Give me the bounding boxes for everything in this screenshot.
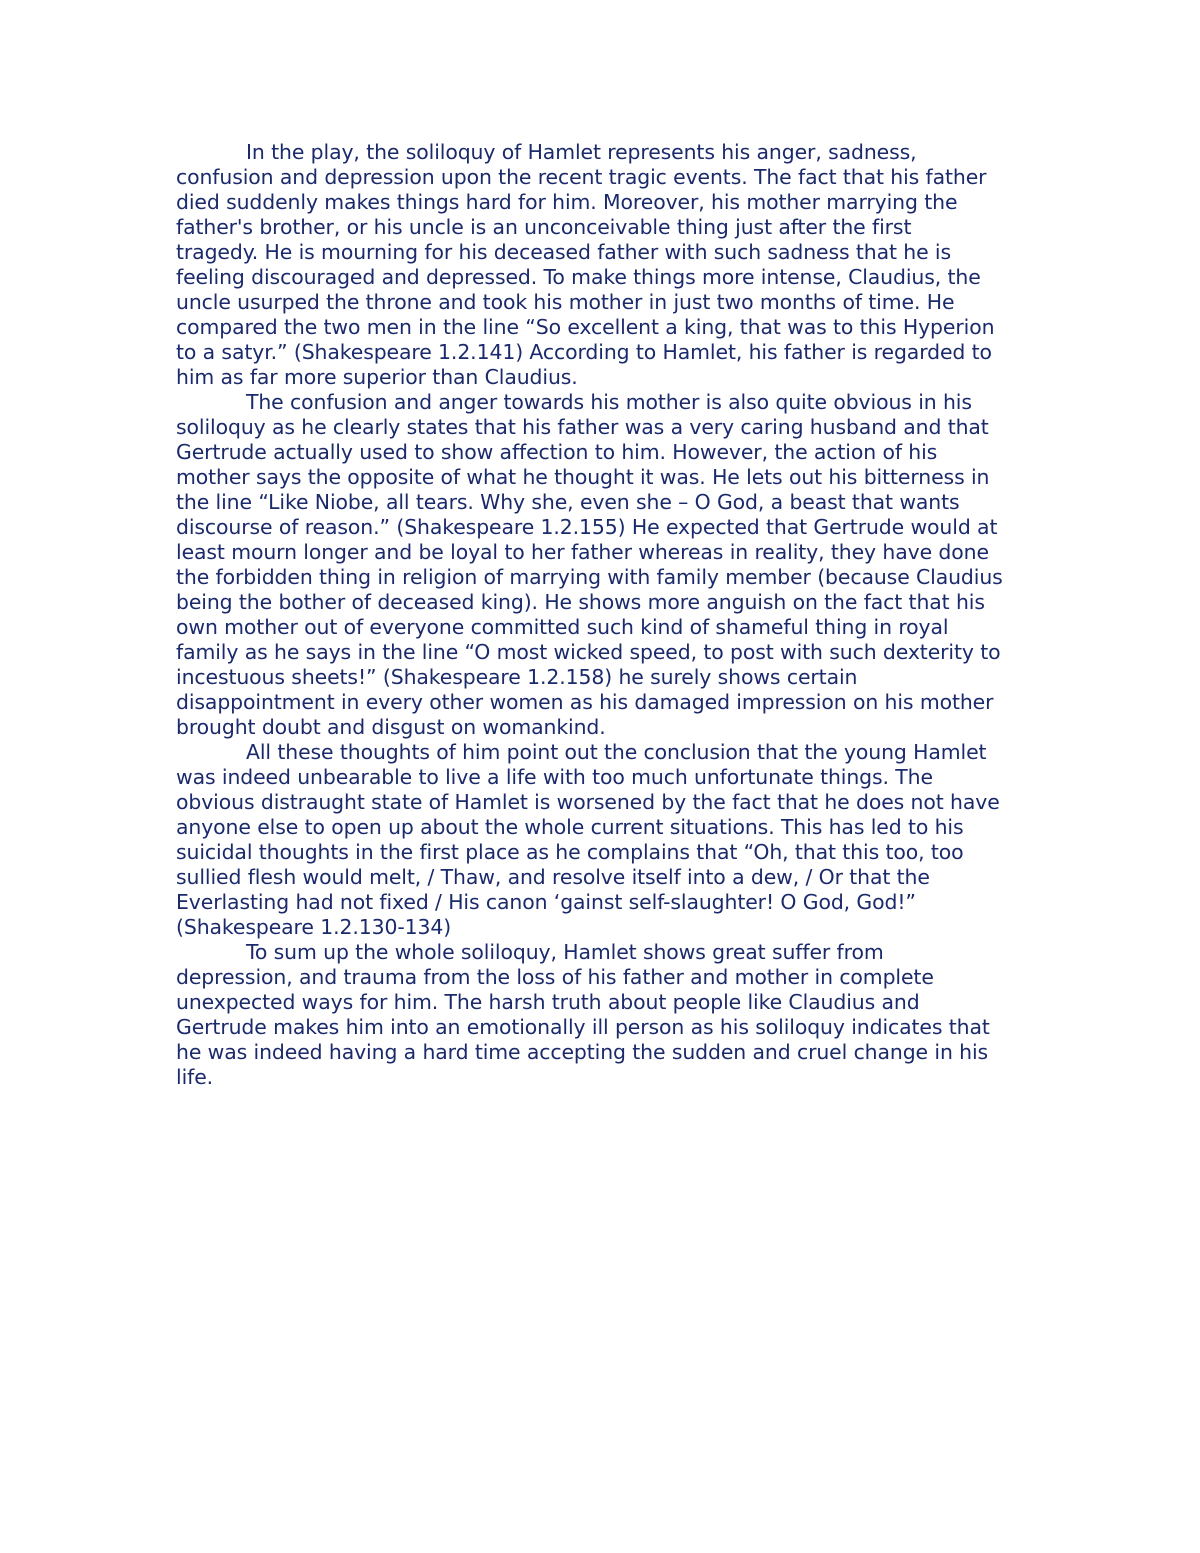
text-line: was indeed unbearable to live a life with too much unfortunate things. The (176, 765, 933, 789)
text-line: In the play, the soliloquy of Hamlet represents his anger, sadness, (246, 140, 917, 164)
text-line: he was indeed having a hard time accepting the sudden and cruel change in his (176, 1040, 989, 1064)
text-line: sullied flesh would melt, / Thaw, and resolve itself into a dew, / Or that the (176, 865, 930, 889)
text-line: tragedy. He is mourning for his deceased father with such sadness that he is (176, 240, 952, 264)
text-line: All these thoughts of him point out the conclusion that the young Hamlet (246, 740, 987, 764)
text-line: (Shakespeare 1.2.130-134) (176, 915, 452, 939)
text-line: anyone else to open up about the whole current situations. This has led to his (176, 815, 964, 839)
text-line: brought doubt and disgust on womankind. (176, 715, 606, 739)
text-line: Gertrude actually used to show affection to him. However, the action of his (176, 440, 938, 464)
text-line: To sum up the whole soliloquy, Hamlet shows great suffer from (246, 940, 884, 964)
text-line: compared the two men in the line “So excellent a king, that was to this Hyperion (176, 315, 995, 339)
text-line: depression, and trauma from the loss of his father and mother in complete (176, 965, 934, 989)
essay-body (176, 140, 1036, 1090)
text-line: unexpected ways for him. The harsh truth about people like Claudius and (176, 990, 920, 1014)
text-line: soliloquy as he clearly states that his father was a very caring husband and that (176, 415, 989, 439)
text-line: father's brother, or his uncle is an unconceivable thing just after the first (176, 215, 912, 239)
text-line: confusion and depression upon the recent tragic events. The fact that his father (176, 165, 987, 189)
text-line: suicidal thoughts in the first place as he complains that “Oh, that this too, too (176, 840, 964, 864)
text-line: obvious distraught state of Hamlet is worsened by the fact that he does not have (176, 790, 1000, 814)
text-line: least mourn longer and be loyal to her father whereas in reality, they have done (176, 540, 989, 564)
text-line: life. (176, 1065, 214, 1089)
text-line: him as far more superior than Claudius. (176, 365, 578, 389)
text-line: Everlasting had not fixed / His canon ‘gainst self-slaughter! O God, God!” (176, 890, 916, 914)
text-line: discourse of reason.” (Shakespeare 1.2.155) He expected that Gertrude would at (176, 515, 998, 539)
text-line: family as he says in the line “O most wicked speed, to post with such dexterity to (176, 640, 1001, 664)
text-line: disappointment in every other women as his damaged impression on his mother (176, 690, 994, 714)
text-line: to a satyr.” (Shakespeare 1.2.141) According to Hamlet, his father is regarded to (176, 340, 992, 364)
text-line: own mother out of everyone committed such kind of shameful thing in royal (176, 615, 949, 639)
text-line: feeling discouraged and depressed. To make things more intense, Claudius, the (176, 265, 981, 289)
text-line: mother says the opposite of what he thought it was. He lets out his bitterness in (176, 465, 990, 489)
text-line: The confusion and anger towards his mother is also quite obvious in his (246, 390, 972, 414)
text-line: being the bother of deceased king). He shows more anguish on the fact that his (176, 590, 985, 614)
text-line: the line “Like Niobe, all tears. Why she, even she – O God, a beast that wants (176, 490, 960, 514)
text-line: Gertrude makes him into an emotionally ill person as his soliloquy indicates that (176, 1015, 990, 1039)
text-line: died suddenly makes things hard for him. Moreover, his mother marrying the (176, 190, 958, 214)
text-line: the forbidden thing in religion of marrying with family member (because Claudius (176, 565, 1003, 589)
text-line: incestuous sheets!” (Shakespeare 1.2.158) he surely shows certain (176, 665, 858, 689)
text-line: uncle usurped the throne and took his mother in just two months of time. He (176, 290, 955, 314)
